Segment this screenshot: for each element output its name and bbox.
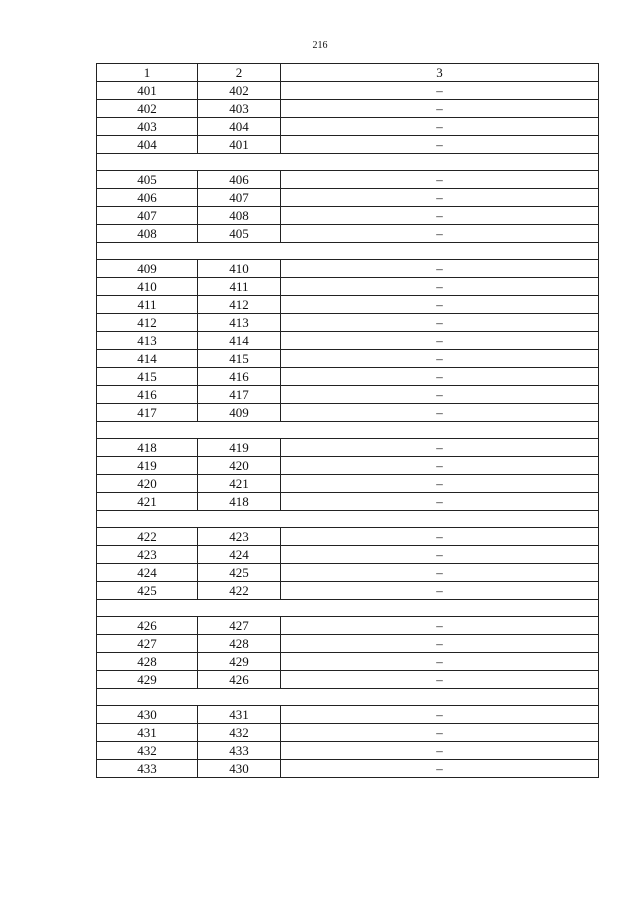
table-cell-col-1: 420 <box>97 475 198 493</box>
table-cell-col-3: – <box>281 760 599 778</box>
header-cell-2: 2 <box>198 64 281 82</box>
table-cell-col-1: 402 <box>97 100 198 118</box>
table-cell-col-3: – <box>281 671 599 689</box>
table-cell-col-2: 407 <box>198 189 281 207</box>
table-cell-col-1: 412 <box>97 314 198 332</box>
table-row <box>97 582 599 600</box>
group-separator-cell <box>97 689 599 706</box>
table-cell-col-1: 405 <box>97 171 198 189</box>
table-cell-col-3: – <box>281 564 599 582</box>
table-row <box>97 617 599 635</box>
table-cell-col-2: 401 <box>198 136 281 154</box>
table-cell-col-2: 413 <box>198 314 281 332</box>
table-row <box>97 136 599 154</box>
table-cell-col-2: 426 <box>198 671 281 689</box>
table-row <box>97 671 599 689</box>
table-cell-col-2: 410 <box>198 260 281 278</box>
group-separator-row <box>97 422 599 439</box>
table-cell-col-2: 421 <box>198 475 281 493</box>
table-cell-col-2: 409 <box>198 404 281 422</box>
table-cell-col-1: 403 <box>97 118 198 136</box>
table-cell-col-1: 406 <box>97 189 198 207</box>
table-cell-col-2: 425 <box>198 564 281 582</box>
table-cell-col-2: 416 <box>198 368 281 386</box>
table-cell-col-2: 420 <box>198 457 281 475</box>
table-row <box>97 653 599 671</box>
table-cell-col-3: – <box>281 368 599 386</box>
table-row <box>97 278 599 296</box>
group-separator-row <box>97 243 599 260</box>
table-cell-col-3: – <box>281 136 599 154</box>
table-cell-col-1: 410 <box>97 278 198 296</box>
header-row <box>97 64 599 82</box>
table-row <box>97 82 599 100</box>
table-cell-col-1: 431 <box>97 724 198 742</box>
table-cell-col-3: – <box>281 278 599 296</box>
table-cell-col-1: 423 <box>97 546 198 564</box>
table-cell-col-2: 428 <box>198 635 281 653</box>
group-separator-row <box>97 154 599 171</box>
page-number: 216 <box>312 40 328 51</box>
table-cell-col-2: 431 <box>198 706 281 724</box>
table-cell-col-2: 406 <box>198 171 281 189</box>
table-cell-col-3: – <box>281 404 599 422</box>
table-cell-col-1: 419 <box>97 457 198 475</box>
table-cell-col-2: 414 <box>198 332 281 350</box>
table-cell-col-1: 408 <box>97 225 198 243</box>
table-row <box>97 296 599 314</box>
table-cell-col-2: 422 <box>198 582 281 600</box>
table-cell-col-3: – <box>281 296 599 314</box>
table-row <box>97 493 599 511</box>
table-row <box>97 171 599 189</box>
table-cell-col-3: – <box>281 475 599 493</box>
table-cell-col-3: – <box>281 653 599 671</box>
table-cell-col-3: – <box>281 528 599 546</box>
table-cell-col-1: 418 <box>97 439 198 457</box>
table-cell-col-3: – <box>281 546 599 564</box>
table-row <box>97 528 599 546</box>
table-cell-col-3: – <box>281 635 599 653</box>
table-cell-col-2: 403 <box>198 100 281 118</box>
group-separator-cell <box>97 422 599 439</box>
table-row <box>97 189 599 207</box>
table-row <box>97 386 599 404</box>
table-cell-col-1: 426 <box>97 617 198 635</box>
table-body <box>97 82 599 778</box>
table-row <box>97 546 599 564</box>
table-cell-col-2: 432 <box>198 724 281 742</box>
table-cell-col-2: 412 <box>198 296 281 314</box>
table-cell-col-2: 411 <box>198 278 281 296</box>
table-cell-col-1: 424 <box>97 564 198 582</box>
table-cell-col-3: – <box>281 225 599 243</box>
table-cell-col-2: 405 <box>198 225 281 243</box>
table-cell-col-2: 418 <box>198 493 281 511</box>
table-row <box>97 225 599 243</box>
group-separator-cell <box>97 511 599 528</box>
table-cell-col-1: 421 <box>97 493 198 511</box>
table-row <box>97 742 599 760</box>
table-row <box>97 457 599 475</box>
table-row <box>97 404 599 422</box>
table-cell-col-1: 427 <box>97 635 198 653</box>
table-cell-col-2: 427 <box>198 617 281 635</box>
table-row <box>97 332 599 350</box>
table-cell-col-3: – <box>281 582 599 600</box>
table-row <box>97 724 599 742</box>
table-cell-col-3: – <box>281 493 599 511</box>
table-cell-col-2: 433 <box>198 742 281 760</box>
table-cell-col-1: 407 <box>97 207 198 225</box>
table-cell-col-1: 404 <box>97 136 198 154</box>
table-cell-col-3: – <box>281 189 599 207</box>
table-row <box>97 118 599 136</box>
table-cell-col-3: – <box>281 171 599 189</box>
table-cell-col-3: – <box>281 724 599 742</box>
table-row <box>97 706 599 724</box>
table-cell-col-3: – <box>281 332 599 350</box>
group-separator-cell <box>97 154 599 171</box>
table-cell-col-2: 404 <box>198 118 281 136</box>
table-row <box>97 207 599 225</box>
table-cell-col-1: 425 <box>97 582 198 600</box>
table-cell-col-3: – <box>281 439 599 457</box>
table-cell-col-2: 424 <box>198 546 281 564</box>
header-cell-3: 3 <box>281 64 599 82</box>
table-cell-col-2: 415 <box>198 350 281 368</box>
group-separator-row <box>97 600 599 617</box>
table-cell-col-3: – <box>281 260 599 278</box>
table-cell-col-2: 430 <box>198 760 281 778</box>
group-separator-cell <box>97 600 599 617</box>
table-cell-col-3: – <box>281 207 599 225</box>
table-row <box>97 100 599 118</box>
table-cell-col-1: 429 <box>97 671 198 689</box>
table-cell-col-1: 430 <box>97 706 198 724</box>
table-row <box>97 314 599 332</box>
table-cell-col-1: 411 <box>97 296 198 314</box>
table-cell-col-1: 432 <box>97 742 198 760</box>
table-cell-col-2: 429 <box>198 653 281 671</box>
table-cell-col-3: – <box>281 314 599 332</box>
table-cell-col-1: 401 <box>97 82 198 100</box>
table-cell-col-2: 408 <box>198 207 281 225</box>
table-row <box>97 564 599 582</box>
table-cell-col-3: – <box>281 100 599 118</box>
table-cell-col-2: 402 <box>198 82 281 100</box>
table-cell-col-1: 417 <box>97 404 198 422</box>
table-row <box>97 368 599 386</box>
table-cell-col-3: – <box>281 386 599 404</box>
table-cell-col-2: 423 <box>198 528 281 546</box>
table-cell-col-3: – <box>281 118 599 136</box>
table-cell-col-3: – <box>281 457 599 475</box>
table-cell-col-3: – <box>281 617 599 635</box>
table-row <box>97 260 599 278</box>
table-cell-col-1: 422 <box>97 528 198 546</box>
header-cell-1: 1 <box>97 64 198 82</box>
table-cell-col-1: 428 <box>97 653 198 671</box>
table-cell-col-1: 414 <box>97 350 198 368</box>
table-cell-col-3: – <box>281 82 599 100</box>
table-row <box>97 439 599 457</box>
table-row <box>97 475 599 493</box>
table-cell-col-2: 417 <box>198 386 281 404</box>
table-cell-col-1: 416 <box>97 386 198 404</box>
table-cell-col-2: 419 <box>198 439 281 457</box>
group-separator-row <box>97 689 599 706</box>
table-cell-col-3: – <box>281 706 599 724</box>
table-cell-col-1: 413 <box>97 332 198 350</box>
group-separator-row <box>97 511 599 528</box>
table-row <box>97 635 599 653</box>
data-table <box>96 63 599 778</box>
table-cell-col-1: 415 <box>97 368 198 386</box>
table-cell-col-1: 409 <box>97 260 198 278</box>
table-cell-col-3: – <box>281 742 599 760</box>
table-row <box>97 350 599 368</box>
table-row <box>97 760 599 778</box>
group-separator-cell <box>97 243 599 260</box>
table-cell-col-1: 433 <box>97 760 198 778</box>
table-cell-col-3: – <box>281 350 599 368</box>
